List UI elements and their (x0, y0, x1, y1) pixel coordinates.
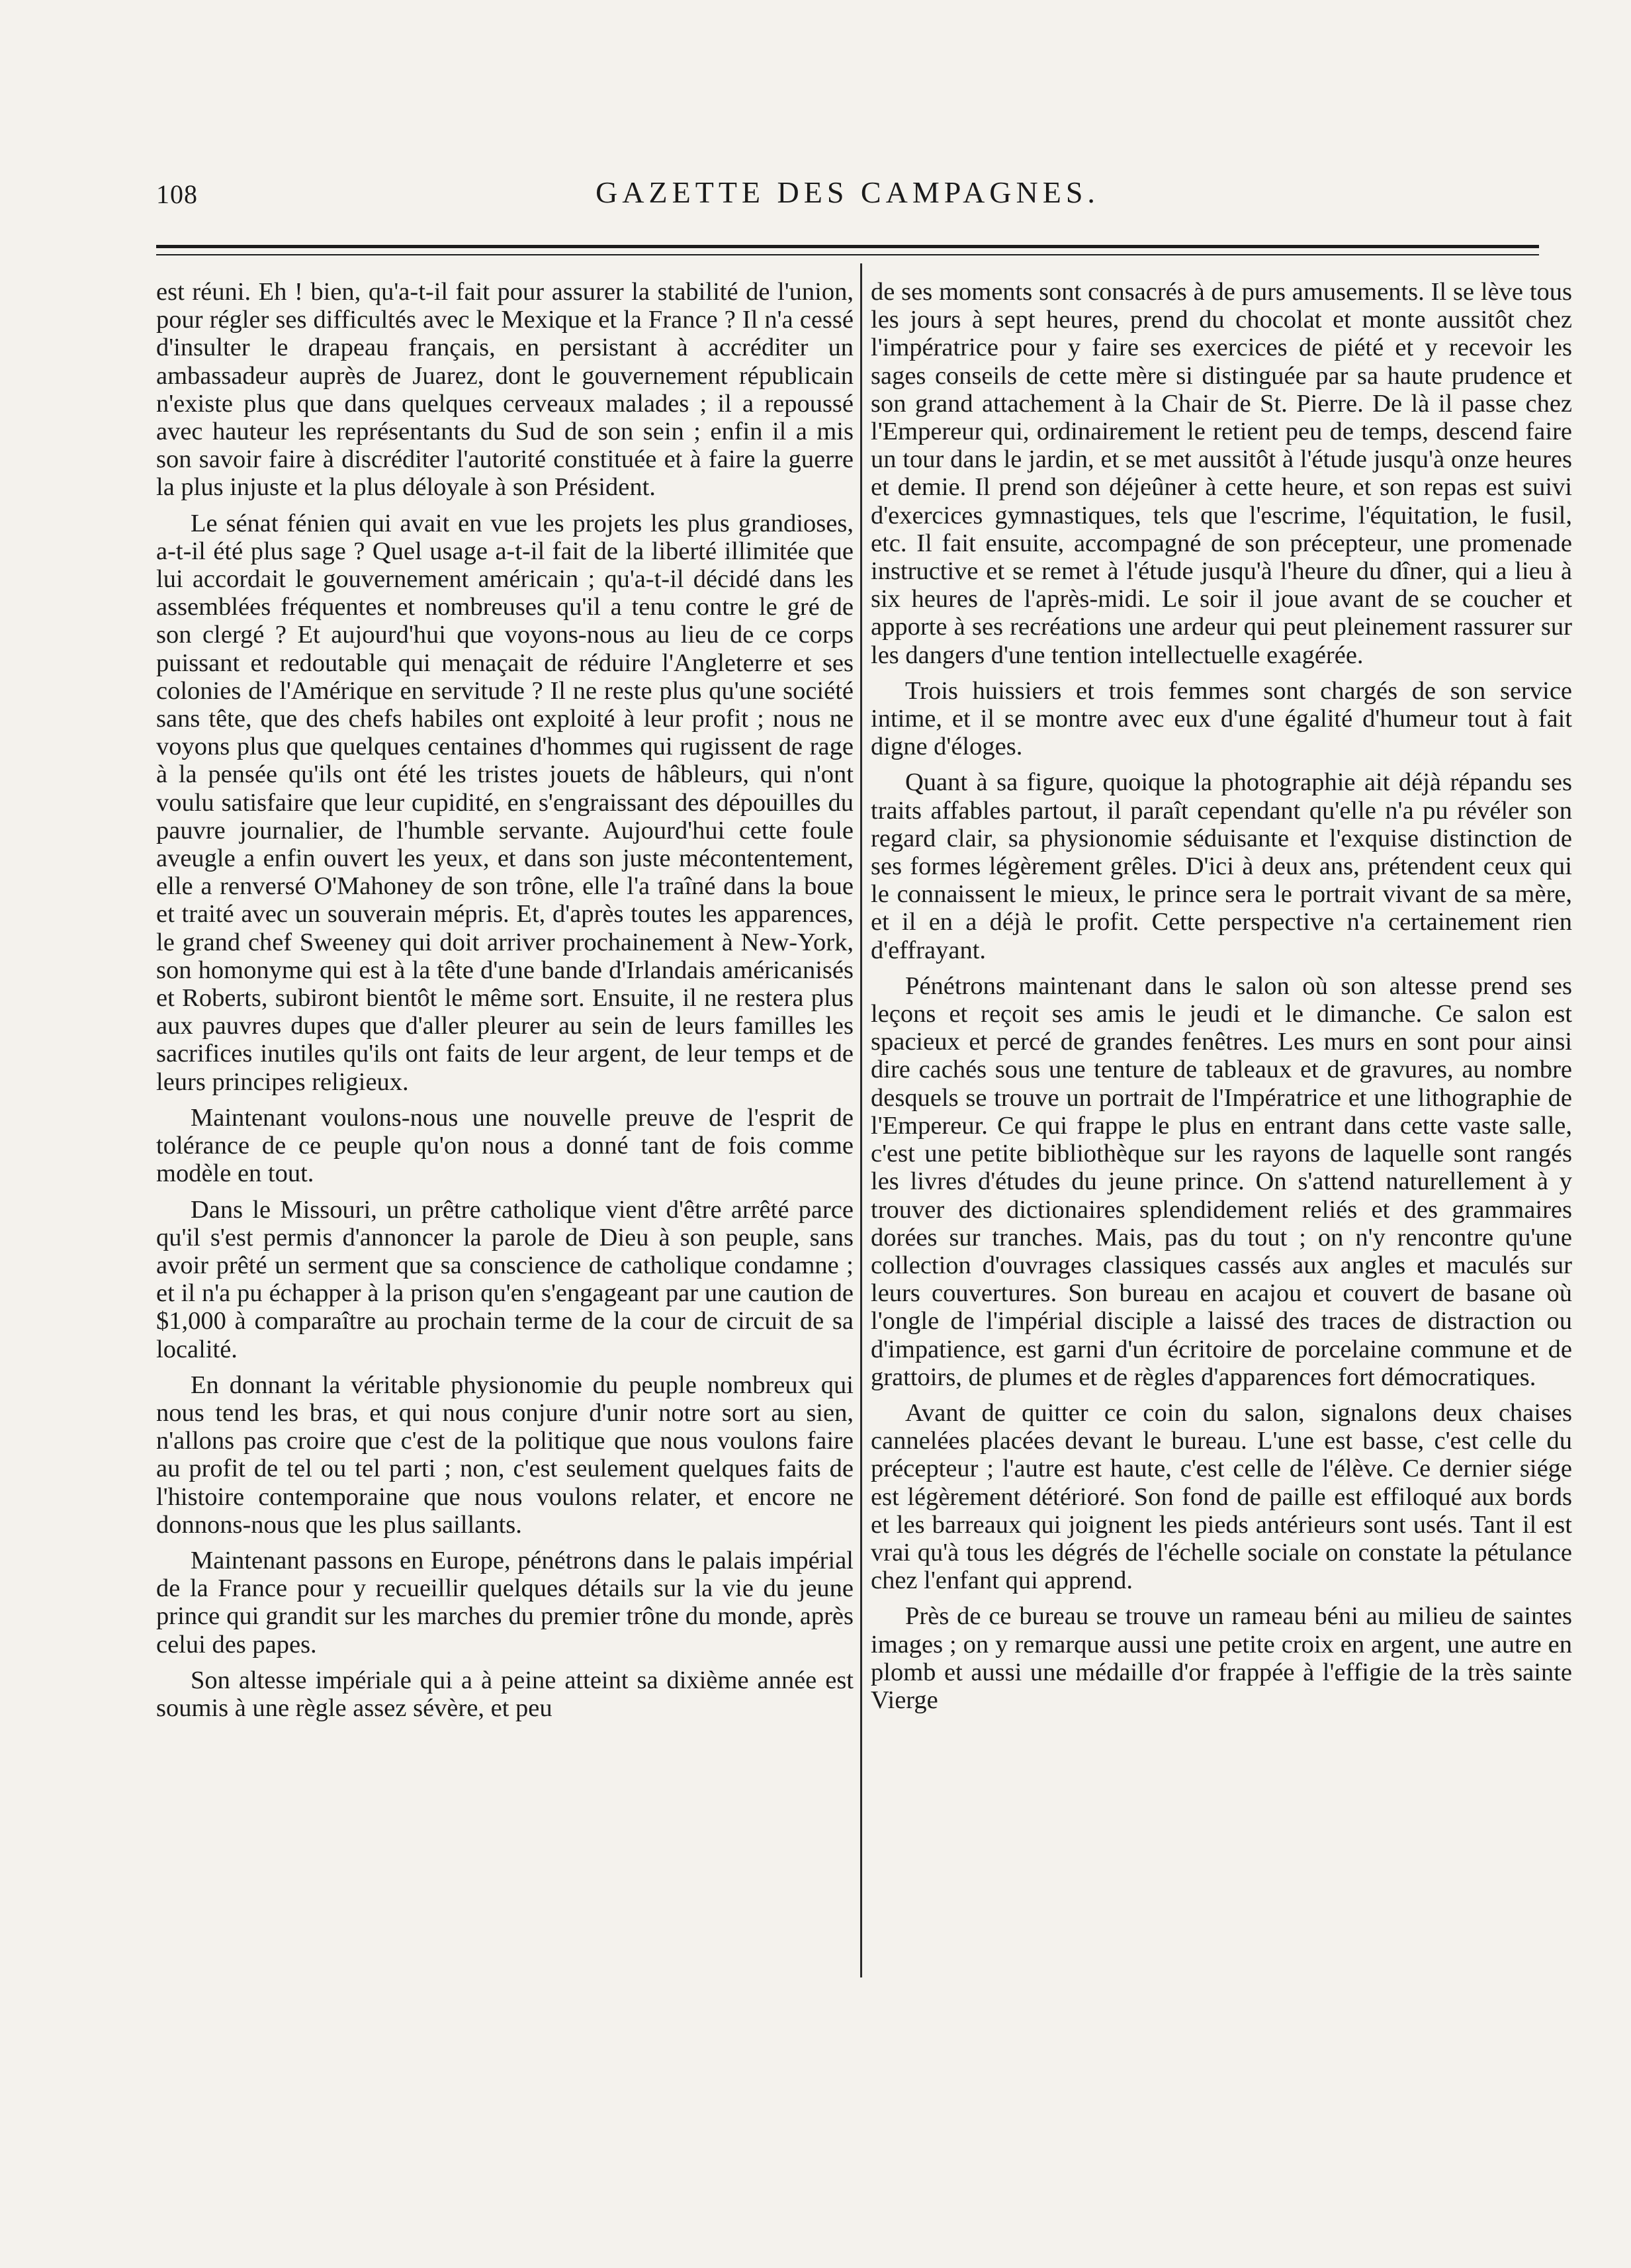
paragraph: Quant à sa figure, quoique la photographie ait déjà répandu ses traits affables partout, il paraît cependant qu'elle n'a pu révéler son regard clair, sa physionomie séduisante et l'exquise distinction de ses formes légèrement grêles. D'ici à deux ans, prétendent ceux qui le connaissent le mieux, le prince sera le portrait vivant de sa mère, et il en a déjà le profit. Cette perspective n'a certainement rien d'effrayant. (871, 768, 1572, 964)
paragraph: Pénétrons maintenant dans le salon où son altesse prend ses leçons et reçoit ses amis le jeudi et le dimanche. Ce salon est spacieux et percé de grandes fenêtres. Les murs en sont pour ainsi dire cachés sous une tenture de tableaux et de gravures, au nombre desquels se trouve un portrait de l'Impératrice et une lithographie de l'Empereur. Ce qui frappe le plus en entrant dans cette vaste salle, c'est une petite bibliothèque sur les rayons de laquelle sont rangés les livres d'études du jeune prince. On s'attend naturellement à y trouver des dictionaires splendidement reliés et des grammaires dorées sur tranches. Mais, pas du tout ; on n'y rencontre qu'une collection d'ouvrages classiques cassés aux angles et maculés sur leurs couvertures. Son bureau en acajou et couvert de basane où l'ongle de l'impérial disciple a laissé des traces de distraction ou d'impatience, est garni d'un écritoire de porcelaine commune et de grattoirs, de plumes et de règles d'apparences fort démocratiques. (871, 972, 1572, 1391)
paragraph: Maintenant voulons-nous une nouvelle preuve de l'esprit de tolérance de ce peuple qu'on nous a donné tant de fois comme modèle en tout. (156, 1103, 854, 1188)
page-number: 108 (156, 179, 198, 209)
paragraph: Maintenant passons en Europe, pénétrons dans le palais impérial de la France pour y recueillir quelques détails sur la vie du jeune prince qui grandit sur les marches du premier trône du monde, après celui des papes. (156, 1546, 854, 1658)
paragraph: Son altesse impériale qui a à peine atteint sa dixième année est soumis à une règle assez sévère, et peu (156, 1666, 854, 1722)
paragraph: de ses moments sont consacrés à de purs amusements. Il se lève tous les jours à sept heures, prend du chocolat et monte aussitôt chez l'impératrice pour y faire ses exercices de piété et y recevoir les sages conseils de cette mère si distinguée par sa haute prudence et son grand attachement à la Chair de St. Pierre. De là il passe chez l'Empereur qui, ordinairement le retient peu de temps, descend faire un tour dans le jardin, et se met aussitôt à l'étude jusqu'à onze heures et demie. Il prend son déjeûner à cette heure, et son repas est suivi d'exercices gymnastiques, tels que l'escrime, l'équitation, le fusil, etc. Il fait ensuite, accompagné de son précepteur, une promenade instructive et se remet à l'étude jusqu'à l'heure du dîner, qui a lieu à six heures de l'après-midi. Le soir il joue avant de se coucher et apporte à ses recréations une ardeur qui peut pleinement rassurer sur les dangers d'une tention intellectuelle exagérée. (871, 278, 1572, 669)
paragraph: est réuni. Eh ! bien, qu'a-t-il fait pour assurer la stabilité de l'union, pour régler ses difficultés avec le Mexique et la France ? Il n'a cessé d'insulter le drapeau français, en persistant à accréditer un ambassadeur auprès de Juarez, dont le gouvernement républicain n'existe plus que dans quelques cerveaux malades ; il a repoussé avec hauteur les représentants du Sud de son sein ; enfin il a mis son savoir faire à discréditer l'autorité constituée et à faire la guerre la plus injuste et la plus déloyale à son Président. (156, 278, 854, 502)
running-title: GAZETTE DES CAMPAGNES. (595, 175, 1100, 209)
right-column (871, 278, 1572, 1999)
paragraph: Trois huissiers et trois femmes sont chargés de son service intime, et il se montre avec eux d'une égalité d'humeur tout à fait digne d'éloges. (871, 676, 1572, 761)
column-divider (860, 263, 862, 1977)
page-header (156, 175, 1539, 221)
header-rule (156, 245, 1539, 248)
paragraph: En donnant la véritable physionomie du peuple nombreux qui nous tend les bras, et qui nous conjure d'unir notre sort au sien, n'allons pas croire que c'est de la politique que nous voulons faire au profit de tel ou tel parti ; non, c'est seulement quelques faits de l'histoire contemporaine que nous voulons relater, et encore ne donnons-nous que les plus saillants. (156, 1371, 854, 1539)
paragraph: Avant de quitter ce coin du salon, signalons deux chaises cannelées placées devant le bureau. L'une est basse, c'est celle du précepteur ; l'autre est haute, c'est celle de l'élève. Ce dernier siége est légèrement détérioré. Son fond de paille est effiloqué aux bords et les barreaux qui joignent les pieds antérieurs sont usés. Tant il est vrai qu'à tous les dégrés de l'échelle sociale on constate la pétulance chez l'enfant qui apprend. (871, 1398, 1572, 1595)
header-rule-thin (156, 254, 1539, 255)
left-column (156, 278, 854, 1999)
paragraph: Près de ce bureau se trouve un rameau béni au milieu de saintes images ; on y remarque aussi une petite croix en argent, une autre en plomb et aussi une médaille d'or frappée à l'effigie de la très sainte Vierge (871, 1602, 1572, 1714)
paragraph: Dans le Missouri, un prêtre catholique vient d'être arrêté parce qu'il s'est permis d'annoncer la parole de Dieu à son peuple, sans avoir prêté un serment que sa conscience de catholique condamne ; et il n'a pu échapper à la prison qu'en s'engageant par une caution de $1,000 à comparaître au prochain terme de la cour de circuit de sa localité. (156, 1195, 854, 1363)
paragraph: Le sénat fénien qui avait en vue les projets les plus grandioses, a-t-il été plus sage ? Quel usage a-t-il fait de la liberté illimitée que lui accordait le gouvernement américain ; qu'a-t-il décidé dans les assemblées fréquentes et nombreuses qu'il a tenu contre le gré de son clergé ? Et aujourd'hui que voyons-nous au lieu de ce corps puissant et redoutable qui menaçait de réduire l'Angleterre et ses colonies de l'Amérique en servitude ? Il ne reste plus qu'une société sans tête, que des chefs habiles ont exploité à leur profit ; nous ne voyons plus que quelques centaines d'hommes qui rugissent de rage à la pensée qu'ils ont été les tristes jouets de hâbleurs, qui n'ont voulu satisfaire que leur cupidité, en s'engraissant des dépouilles du pauvre journalier, de l'humble servante. Aujourd'hui cette foule aveugle a enfin ouvert les yeux, et dans son juste mécontentement, elle a renversé O'Mahoney de son trône, elle l'a traîné dans la boue et traité avec un souverain mépris. Et, d'après toutes les apparences, le grand chef Sweeney qui doit arriver prochainement à New-York, son homonyme qui est à la tête d'une bande d'Irlandais américanisés et Roberts, subiront bientôt le même sort. Ensuite, il ne restera plus aux pauvres dupes que d'aller pleurer au sein de leurs familles les sacrifices inutiles qu'ils ont faits de leur argent, de leur temps et de leurs principes religieux. (156, 509, 854, 1096)
